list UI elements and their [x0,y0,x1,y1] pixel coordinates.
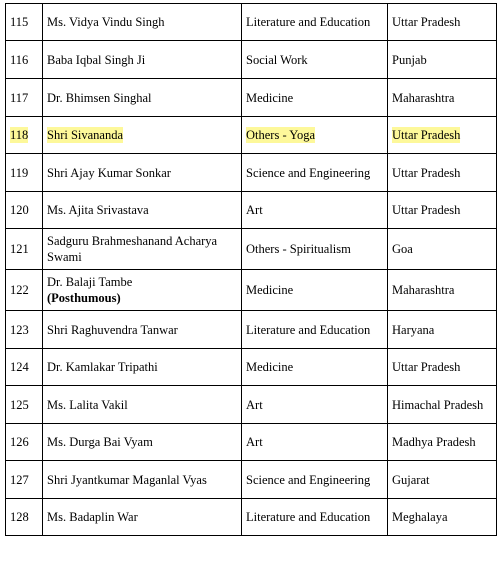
field: Literature and Education [242,311,388,349]
awardee-name: Ms. Badaplin War [43,499,242,536]
field: Literature and Education [242,499,388,536]
state: Punjab [388,41,497,79]
serial-number: 128 [6,499,43,536]
posthumous-note: (Posthumous) [47,291,121,305]
field: Literature and Education [242,4,388,41]
awardee-name: Shri Jyantkumar Maganlal Vyas [43,461,242,499]
awardee-name-text: Dr. Balaji Tambe [47,275,133,289]
awardee-name: Baba Iqbal Singh Ji [43,41,242,79]
serial-number: 119 [6,154,43,192]
table-row [6,270,497,311]
table-row [6,349,497,386]
state: Goa [388,229,497,270]
table-row [6,461,497,499]
serial-number: 126 [6,424,43,461]
field: Science and Engineering [242,154,388,192]
serial-number: 123 [6,311,43,349]
serial-number: 120 [6,192,43,229]
state: Uttar Pradesh [388,154,497,192]
awardee-name: Dr. Kamlakar Tripathi [43,349,242,386]
field: Medicine [242,79,388,117]
awardee-name [43,270,242,311]
table-row [6,41,497,79]
state: Maharashtra [388,79,497,117]
state: Maharashtra [388,270,497,311]
state: Haryana [388,311,497,349]
awardee-name [43,117,242,154]
serial-number: 127 [6,461,43,499]
table-row [6,311,497,349]
serial-number [6,117,43,154]
serial-number: 121 [6,229,43,270]
table-row [6,386,497,424]
awardee-name: Ms. Lalita Vakil [43,386,242,424]
field: Science and Engineering [242,461,388,499]
state: Madhya Pradesh [388,424,497,461]
state: Uttar Pradesh [388,4,497,41]
state: Uttar Pradesh [388,349,497,386]
highlight: Shri Sivananda [47,128,124,142]
awardee-name: Sadguru Brahmeshanand Acharya Swami [43,229,242,270]
field: Social Work [242,41,388,79]
field: Medicine [242,270,388,311]
awardee-name: Ms. Ajita Srivastava [43,192,242,229]
state: Meghalaya [388,499,497,536]
highlight: Others - Yoga [246,128,316,142]
state: Gujarat [388,461,497,499]
table-row [6,424,497,461]
awardee-name: Shri Raghuvendra Tanwar [43,311,242,349]
field: Art [242,192,388,229]
awardee-name: Dr. Bhimsen Singhal [43,79,242,117]
field [242,117,388,154]
serial-number: 122 [6,270,43,311]
state: Uttar Pradesh [388,192,497,229]
table-row [6,154,497,192]
field: Art [242,386,388,424]
serial-number: 125 [6,386,43,424]
field: Medicine [242,349,388,386]
table-row [6,229,497,270]
table-row [6,499,497,536]
state [388,117,497,154]
serial-number: 124 [6,349,43,386]
table-row-highlighted [6,117,497,154]
table-row [6,4,497,41]
serial-number: 117 [6,79,43,117]
serial-number: 116 [6,41,43,79]
highlight: 118 [10,128,29,142]
field: Art [242,424,388,461]
table-row [6,79,497,117]
awards-table [5,3,497,536]
awardee-name: Ms. Durga Bai Vyam [43,424,242,461]
awardee-name: Ms. Vidya Vindu Singh [43,4,242,41]
awardee-name: Shri Ajay Kumar Sonkar [43,154,242,192]
field: Others - Spiritualism [242,229,388,270]
serial-number: 115 [6,4,43,41]
state: Himachal Pradesh [388,386,497,424]
highlight: Uttar Pradesh [392,128,461,142]
table-row [6,192,497,229]
